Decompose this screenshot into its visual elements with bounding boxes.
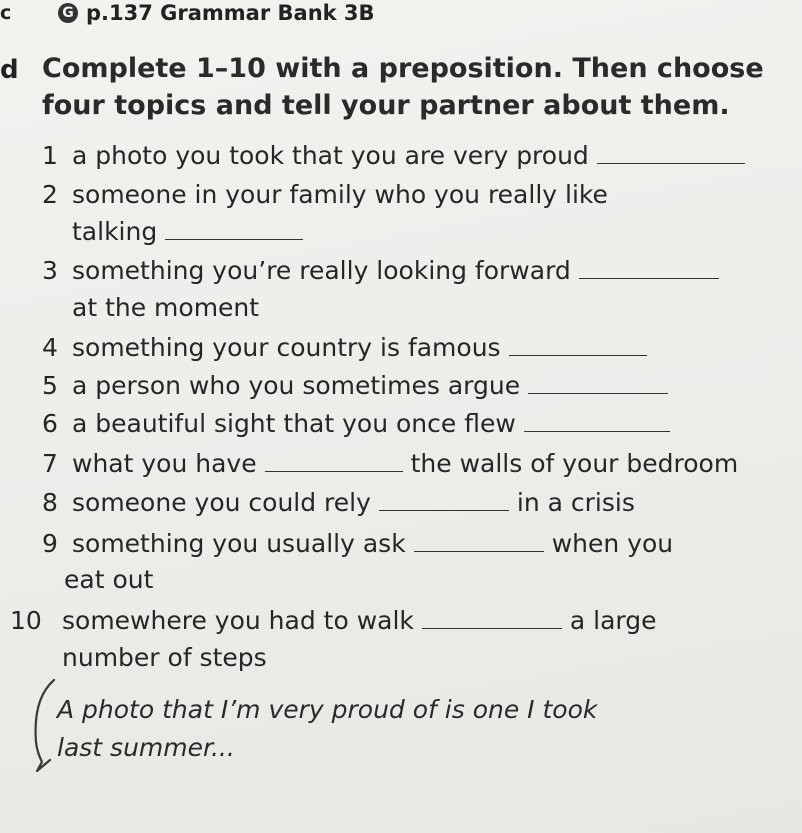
answer-blank[interactable] — [524, 430, 670, 432]
exercise-item-3 — [42, 256, 727, 285]
item-number: 3 — [42, 256, 58, 285]
exercise-item-7 — [42, 449, 738, 478]
item-text: talking — [72, 217, 158, 246]
item-text: the walls of your bedroom — [410, 449, 739, 478]
answer-blank[interactable] — [579, 277, 719, 279]
exercise-item-10-continued — [62, 643, 267, 672]
item-text: a photo you took that you are very proud — [72, 141, 589, 170]
item-text: somewhere you had to walk — [62, 606, 414, 635]
exercise-item-9-continued — [64, 565, 153, 594]
page-edge-mark: c — [0, 2, 12, 24]
answer-blank[interactable] — [597, 162, 745, 164]
exercise-item-2 — [42, 180, 608, 209]
item-number: 7 — [42, 449, 58, 478]
exercise-item-6 — [42, 409, 678, 438]
item-number: 9 — [42, 529, 58, 558]
item-text: a large — [569, 606, 657, 635]
answer-blank[interactable] — [422, 627, 562, 629]
instruction-line-2: four topics and tell your partner about them. — [42, 90, 730, 121]
item-text: someone in your family who you really like — [72, 180, 608, 209]
item-text: someone you could rely — [72, 488, 371, 517]
exercise-item-2-continued — [72, 217, 311, 246]
exercise-item-9 — [42, 529, 673, 558]
exercise-item-8 — [42, 488, 635, 517]
item-number: 6 — [42, 409, 58, 438]
item-text: number of steps — [62, 643, 267, 672]
item-number: 4 — [42, 333, 58, 362]
answer-blank[interactable] — [509, 354, 647, 356]
speech-bracket-icon — [30, 676, 58, 772]
item-text: in a crisis — [516, 488, 635, 517]
item-text: when you — [551, 529, 674, 558]
item-number: 2 — [42, 180, 58, 209]
grammar-g-icon: G — [58, 3, 78, 23]
item-text: a beautiful sight that you once flew — [72, 409, 516, 438]
item-number: 8 — [42, 488, 58, 517]
item-text: something your country is famous — [72, 333, 501, 362]
example-answer-line-1: A photo that I’m very proud of is one I took — [57, 695, 598, 724]
grammar-bank-title: p.137 Grammar Bank 3B — [86, 1, 375, 25]
exercise-item-10 — [10, 606, 657, 635]
item-text: eat out — [64, 565, 154, 594]
exercise-item-1 — [42, 141, 753, 170]
grammar-bank-reference — [58, 0, 375, 27]
item-text: something you’re really looking forward — [72, 256, 571, 285]
example-answer-line-2: last summer... — [57, 733, 235, 762]
item-number: 1 — [42, 141, 58, 170]
exercise-item-3-continued — [72, 293, 259, 322]
instruction-line-1: Complete 1–10 with a preposition. Then choose — [42, 53, 764, 84]
item-number: 10 — [10, 606, 42, 635]
task-letter: d — [0, 55, 19, 85]
item-number: 5 — [42, 371, 58, 400]
item-text: at the moment — [72, 293, 260, 322]
answer-blank[interactable] — [265, 470, 403, 472]
answer-blank[interactable] — [528, 392, 668, 394]
exercise-item-4 — [42, 333, 655, 362]
answer-blank[interactable] — [379, 509, 509, 511]
item-text: a person who you sometimes argue — [72, 371, 521, 400]
answer-blank[interactable] — [165, 238, 303, 240]
exercise-item-5 — [42, 371, 676, 400]
item-text: something you usually ask — [72, 529, 406, 558]
answer-blank[interactable] — [414, 550, 544, 552]
item-text: what you have — [72, 449, 257, 478]
